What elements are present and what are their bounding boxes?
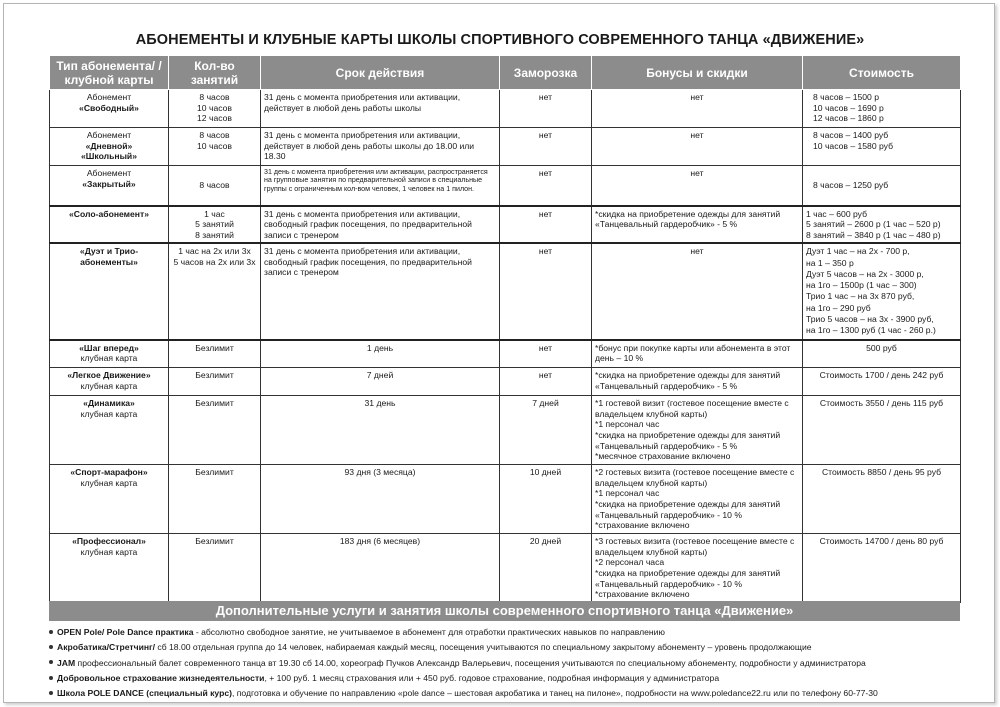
- freeze-cell: нет: [500, 166, 592, 206]
- freeze-cell: 20 дней: [500, 534, 592, 603]
- price-cell: Дуэт 1 час – на 2х - 700 р, на 1 – 350 р Дуэт 5 часов – на 2х - 3000 р, на 1го – 1500р (1 час – 300) Трио 1 час – на 3х 870 руб, на 1го – 290 руб Трио 5 часов – на 3х - 3900 руб, на 1го – 1300 руб (1 час - 260 р.): [803, 243, 961, 339]
- list-item: Акробатика/Стретчинг/ сб 18.00 отдельная группа до 14 человек, набираемая каждый месяц, посещения учитываются по специальному закрытому абонементу – уровень продолжающие: [49, 640, 954, 655]
- type-cell: Абонемент «Дневной» «Школьный»: [50, 128, 169, 166]
- table-row: [50, 90, 961, 128]
- freeze-cell: нет: [500, 243, 592, 339]
- header-freeze: Заморозка: [500, 56, 592, 90]
- bullet-icon: [49, 630, 53, 634]
- table-row: [50, 243, 961, 339]
- count-cell: Безлимит: [169, 396, 261, 465]
- list-item: JAM профессиональный балет современного танца вт 19.30 сб 14.00, хореограф Пучков Александр Валерьевич, посещения учитываются по специальному абонементу, подробности у администратора: [49, 656, 954, 671]
- freeze-cell: нет: [500, 340, 592, 368]
- type-cell: Абонемент «Закрытый»: [50, 166, 169, 206]
- pricing-table: [49, 55, 961, 603]
- validity-cell: 183 дня (6 месяцев): [261, 534, 500, 603]
- type-cell: «Легкое Движение» клубная карта: [50, 368, 169, 396]
- validity-cell: 31 день с момента приобретения или активации, свободный график посещения, по предварительной записи с тренером: [261, 206, 500, 244]
- header-price: Стоимость: [803, 56, 961, 90]
- bullet-icon: [49, 676, 53, 680]
- type-cell: «Динамика» клубная карта: [50, 396, 169, 465]
- table-row: [50, 465, 961, 534]
- table-header-row: [50, 56, 961, 90]
- price-cell: 8 часов – 1500 р 10 часов – 1690 р 12 часов – 1860 р: [803, 90, 961, 128]
- freeze-cell: нет: [500, 206, 592, 244]
- bullet-icon: [49, 645, 53, 649]
- freeze-cell: 10 дней: [500, 465, 592, 534]
- bonus-cell: нет: [592, 243, 803, 339]
- list-item: Школа POLE DANCE (специальный курс), подготовка и обучение по направлению «pole dance – шестовая акробатика и танец на пилоне», подробности на www.poledance22.ru или по телефону 60-77-30: [49, 686, 954, 701]
- bonus-cell: *скидка на приобретение одежды для занятий «Танцевальный гардеробчик» - 5 %: [592, 206, 803, 244]
- count-cell: Безлимит: [169, 340, 261, 368]
- price-cell: 8 часов – 1250 руб: [803, 166, 961, 206]
- table-row: [50, 206, 961, 244]
- freeze-cell: нет: [500, 90, 592, 128]
- count-cell: Безлимит: [169, 465, 261, 534]
- page-title: АБОНЕМЕНТЫ И КЛУБНЫЕ КАРТЫ ШКОЛЫ СПОРТИВНОГО СОВРЕМЕННОГО ТАНЦА «ДВИЖЕНИЕ»: [135, 32, 865, 48]
- bullet-icon: [49, 691, 53, 695]
- count-cell: 1 час на 2х или 3х 5 часов на 2х или 3х: [169, 243, 261, 339]
- bonus-cell: нет: [592, 90, 803, 128]
- bonus-cell: нет: [592, 166, 803, 206]
- validity-cell: 31 день с момента приобретения или активации, свободный график посещения, по предварительной записи с тренером: [261, 243, 500, 339]
- list-item: OPEN Pole/ Pole Dance практика - абсолютно свободное занятие, не учитываемое в абонемент для отработки практических навыков по направлению: [49, 625, 954, 640]
- bonus-cell: нет: [592, 128, 803, 166]
- validity-cell: 1 день: [261, 340, 500, 368]
- additional-services-banner: Дополнительные услуги и занятия школы современного спортивного танца «Движение»: [49, 601, 960, 621]
- price-cell: 1 час – 600 руб 5 занятий – 2600 р (1 час – 520 р) 8 занятий – 3840 р (1 час – 480 р): [803, 206, 961, 244]
- freeze-cell: нет: [500, 368, 592, 396]
- count-cell: 8 часов 10 часов: [169, 128, 261, 166]
- bonus-cell: *1 гостевой визит (гостевое посещение вместе с владельцем клубной карты) *1 персонал час *скидка на приобретение одежды для занятий «Танцевальный гардеробчик» - 5 % *месячное страхование включено: [592, 396, 803, 465]
- validity-cell: 31 день с момента приобретения или активации, действует в любой день работы школы до 18.00 или 18.30: [261, 128, 500, 166]
- price-cell: Стоимость 3550 / день 115 руб: [803, 396, 961, 465]
- validity-cell: 31 день с момента приобретения или активации, распространяется на групповые занятия по предварительной записи в специальные группы с ограниченным кол-вом человек, 1 человек на 1 пилон.: [261, 166, 500, 206]
- validity-cell: 7 дней: [261, 368, 500, 396]
- price-cell: 500 руб: [803, 340, 961, 368]
- price-cell: 8 часов – 1400 руб 10 часов – 1580 руб: [803, 128, 961, 166]
- bonus-cell: *2 гостевых визита (гостевое посещение вместе с владельцем клубной карты) *1 персонал час *скидка на приобретение одежды для занятий «Танцевальный гардеробчик» - 10 % *страхование включено: [592, 465, 803, 534]
- bonus-cell: *скидка на приобретение одежды для занятий «Танцевальный гардеробчик» - 5 %: [592, 368, 803, 396]
- table-row: [50, 128, 961, 166]
- count-cell: 1 час 5 занятий 8 занятий: [169, 206, 261, 244]
- table-row: [50, 340, 961, 368]
- freeze-cell: 7 дней: [500, 396, 592, 465]
- bonus-cell: *3 гостевых визита (гостевое посещение вместе с владельцем клубной карты) *2 персонал часа *скидка на приобретение одежды для занятий «Танцевальный гардеробчик» - 10 % *страхование включено: [592, 534, 803, 603]
- count-cell: 8 часов 10 часов 12 часов: [169, 90, 261, 128]
- price-cell: Стоимость 8850 / день 95 руб: [803, 465, 961, 534]
- price-cell: Стоимость 1700 / день 242 руб: [803, 368, 961, 396]
- table-row: [50, 534, 961, 603]
- table-row: [50, 166, 961, 206]
- type-cell: «Спорт-марафон» клубная карта: [50, 465, 169, 534]
- type-cell: «Шаг вперед» клубная карта: [50, 340, 169, 368]
- type-cell: «Дуэт и Трио- абонементы»: [50, 243, 169, 339]
- count-cell: Безлимит: [169, 368, 261, 396]
- bonus-cell: *бонус при покупке карты или абонемента в этот день – 10 %: [592, 340, 803, 368]
- type-cell: «Соло-абонемент»: [50, 206, 169, 244]
- validity-cell: 93 дня (3 месяца): [261, 465, 500, 534]
- table-row: [50, 396, 961, 465]
- list-item: Добровольное страхование жизнедеятельности, + 100 руб. 1 месяц страхования или + 450 руб. годовое страхование, подробная информация у администратора: [49, 671, 954, 686]
- header-bonus: Бонусы и скидки: [592, 56, 803, 90]
- count-cell: 8 часов: [169, 166, 261, 206]
- header-count: Кол-во занятий: [169, 56, 261, 90]
- freeze-cell: нет: [500, 128, 592, 166]
- type-cell: «Профессионал» клубная карта: [50, 534, 169, 603]
- validity-cell: 31 день с момента приобретения или активации, действует в любой день работы школы: [261, 90, 500, 128]
- count-cell: Безлимит: [169, 534, 261, 603]
- table-row: [50, 368, 961, 396]
- additional-services-list: [49, 625, 954, 701]
- header-type: Тип абонемента/ /клубной карты: [50, 56, 169, 90]
- validity-cell: 31 день: [261, 396, 500, 465]
- price-cell: Стоимость 14700 / день 80 руб: [803, 534, 961, 603]
- header-validity: Срок действия: [261, 56, 500, 90]
- type-cell: Абонемент «Свободный»: [50, 90, 169, 128]
- bullet-icon: [49, 660, 53, 664]
